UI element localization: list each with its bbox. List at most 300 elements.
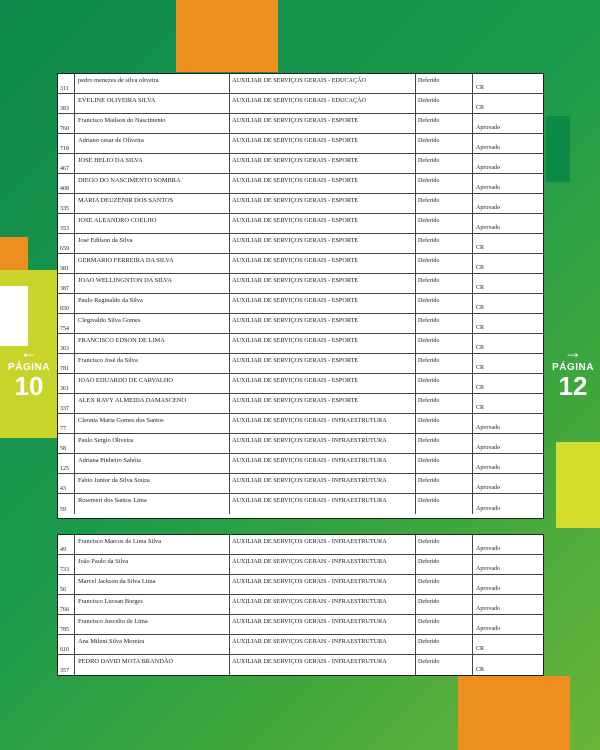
- position-name-cell: [230, 615, 416, 634]
- row-number: 77: [60, 426, 66, 432]
- result-status: CR: [476, 385, 485, 391]
- row-number: 56: [60, 587, 66, 593]
- result-status: CR: [476, 667, 485, 673]
- row-number-cell: [58, 494, 75, 514]
- candidate-name: Fabio Junior da Silva Souza: [78, 477, 150, 484]
- row-number: 760: [60, 126, 69, 132]
- position-name: AUXILIAR DE SERVIÇOS GERAIS - EDUCAÇÃO: [232, 77, 367, 84]
- result-status: CR: [476, 305, 485, 311]
- table-row: [58, 655, 543, 675]
- position-name-cell: [230, 655, 416, 675]
- candidate-name: Paulo Sergio Oliveira: [78, 437, 134, 444]
- position-name-cell: [230, 334, 416, 353]
- row-number-cell: [58, 134, 75, 153]
- row-number: 58: [60, 446, 66, 452]
- candidate-name-cell: [75, 254, 230, 273]
- result-status: CR: [476, 405, 485, 411]
- application-status-cell: [416, 635, 473, 654]
- result-status-cell: [473, 555, 543, 574]
- row-number: 408: [60, 186, 69, 192]
- application-status: Deferido: [418, 78, 440, 84]
- application-status-cell: [416, 555, 473, 574]
- application-status-cell: [416, 575, 473, 594]
- position-name: AUXILIAR DE SERVIÇOS GERAIS - ESPORTE: [232, 257, 359, 264]
- row-number-cell: [58, 94, 75, 113]
- prev-page-number: 10: [14, 371, 44, 401]
- position-name-cell: [230, 494, 416, 514]
- table-row: [58, 635, 543, 655]
- table-row: [58, 434, 543, 454]
- application-status-cell: [416, 314, 473, 333]
- result-status: Aprovado: [476, 425, 500, 431]
- next-page-number: 12: [558, 371, 588, 401]
- application-status: Deferido: [418, 98, 440, 104]
- candidate-name: Francisco Mailson do Nascimento: [78, 117, 166, 124]
- row-number-cell: [58, 214, 75, 233]
- result-status: Aprovado: [476, 586, 500, 592]
- result-status-cell: [473, 454, 543, 473]
- candidate-name-cell: [75, 174, 230, 193]
- row-number: 49: [60, 547, 66, 553]
- table-row: [58, 254, 543, 274]
- position-name-cell: [230, 414, 416, 433]
- result-status-cell: [473, 114, 543, 133]
- application-status: Deferido: [418, 398, 440, 404]
- next-page-label: PÁGINA: [552, 362, 594, 373]
- result-status-cell: [473, 274, 543, 293]
- decor-lime-block-right: [556, 442, 600, 528]
- result-status: Aprovado: [476, 145, 500, 151]
- result-status-cell: [473, 635, 543, 654]
- application-status: Deferido: [418, 559, 440, 565]
- application-status: Deferido: [418, 158, 440, 164]
- result-status-cell: [473, 94, 543, 113]
- position-name: AUXILIAR DE SERVIÇOS GERAIS - INFRAESTRUTURA: [232, 638, 387, 645]
- row-number: 785: [60, 627, 69, 633]
- position-name: AUXILIAR DE SERVIÇOS GERAIS - ESPORTE: [232, 157, 359, 164]
- position-name-cell: [230, 214, 416, 233]
- row-number-cell: [58, 74, 75, 93]
- position-name: AUXILIAR DE SERVIÇOS GERAIS - INFRAESTRUTURA: [232, 618, 387, 625]
- candidate-name-cell: [75, 274, 230, 293]
- row-number-cell: [58, 294, 75, 313]
- application-status: Deferido: [418, 138, 440, 144]
- position-name-cell: [230, 194, 416, 213]
- application-status: Deferido: [418, 258, 440, 264]
- table-row: [58, 114, 543, 134]
- application-status-cell: [416, 154, 473, 173]
- row-number: 59: [60, 507, 66, 513]
- row-number-cell: [58, 194, 75, 213]
- row-number-cell: [58, 535, 75, 554]
- table-row: [58, 294, 543, 314]
- candidate-name: João Paulo da Silva: [78, 558, 129, 565]
- row-number: 357: [60, 668, 69, 674]
- position-name: AUXILIAR DE SERVIÇOS GERAIS - ESPORTE: [232, 277, 359, 284]
- position-name: AUXILIAR DE SERVIÇOS GERAIS - ESPORTE: [232, 337, 359, 344]
- result-status: Aprovado: [476, 205, 500, 211]
- position-name: AUXILIAR DE SERVIÇOS GERAIS - INFRAESTRUTURA: [232, 437, 387, 444]
- table-row: [58, 555, 543, 575]
- table-row: [58, 94, 543, 114]
- candidate-name: Adriana Pinheiro Sabóia: [78, 457, 141, 464]
- result-status-cell: [473, 354, 543, 373]
- application-status-cell: [416, 234, 473, 253]
- table-row: [58, 74, 543, 94]
- result-status-cell: [473, 174, 543, 193]
- position-name-cell: [230, 294, 416, 313]
- application-status-cell: [416, 615, 473, 634]
- candidate-name-cell: [75, 294, 230, 313]
- application-status: Deferido: [418, 278, 440, 284]
- position-name-cell: [230, 555, 416, 574]
- candidate-name: Adriano cesar de Oliveira: [78, 137, 144, 144]
- position-name-cell: [230, 394, 416, 413]
- position-name-cell: [230, 114, 416, 133]
- position-name: AUXILIAR DE SERVIÇOS GERAIS - ESPORTE: [232, 317, 359, 324]
- row-number-cell: [58, 595, 75, 614]
- application-status: Deferido: [418, 659, 440, 665]
- result-status: CR: [476, 105, 485, 111]
- position-name: AUXILIAR DE SERVIÇOS GERAIS - ESPORTE: [232, 197, 359, 204]
- candidate-name-cell: [75, 194, 230, 213]
- row-number: 337: [60, 406, 69, 412]
- candidate-name: Francisco Juscelio de Lima: [78, 618, 148, 625]
- table-row: [58, 575, 543, 595]
- row-number-cell: [58, 354, 75, 373]
- candidate-name-cell: [75, 314, 230, 333]
- row-number: 381: [60, 266, 69, 272]
- result-status-cell: [473, 234, 543, 253]
- application-status: Deferido: [418, 298, 440, 304]
- position-name-cell: [230, 134, 416, 153]
- row-number: 781: [60, 366, 69, 372]
- prev-page-link[interactable]: [4, 344, 54, 399]
- position-name: AUXILIAR DE SERVIÇOS GERAIS - INFRAESTRUTURA: [232, 538, 387, 545]
- application-status: Deferido: [418, 539, 440, 545]
- result-status-cell: [473, 394, 543, 413]
- candidate-name-cell: [75, 555, 230, 574]
- candidate-name: JOAO WELLINGNTON DA SILVA: [78, 277, 173, 284]
- application-status: Deferido: [418, 218, 440, 224]
- prev-page-label: PÁGINA: [8, 362, 50, 373]
- result-status: Aprovado: [476, 225, 500, 231]
- position-name: AUXILIAR DE SERVIÇOS GERAIS - INFRAESTRUTURA: [232, 477, 387, 484]
- candidate-name-cell: [75, 334, 230, 353]
- row-number-cell: [58, 454, 75, 473]
- table-row: [58, 334, 543, 354]
- row-number: 467: [60, 166, 69, 172]
- application-status-cell: [416, 334, 473, 353]
- application-status: Deferido: [418, 579, 440, 585]
- candidate-name-cell: [75, 575, 230, 594]
- candidate-name: DIEGO DO NASCIMENTO SOMBRA: [78, 177, 181, 184]
- table-row: [58, 134, 543, 154]
- row-number: 125: [60, 466, 69, 472]
- candidate-name: Rosemeri dos Santos Lima: [78, 497, 147, 504]
- application-status-cell: [416, 114, 473, 133]
- application-status: Deferido: [418, 498, 440, 504]
- candidate-name-cell: [75, 434, 230, 453]
- decor-orange-block-top: [176, 0, 278, 72]
- application-status-cell: [416, 655, 473, 675]
- table-row: [58, 535, 543, 555]
- application-status: Deferido: [418, 338, 440, 344]
- table-row: [58, 414, 543, 434]
- candidate-name: Francisco Marcos de Lima Silva: [78, 538, 162, 545]
- row-number-cell: [58, 174, 75, 193]
- application-status-cell: [416, 434, 473, 453]
- row-number: 311: [60, 86, 69, 92]
- table-row: [58, 234, 543, 254]
- application-status: Deferido: [418, 238, 440, 244]
- result-status-cell: [473, 575, 543, 594]
- table-row: [58, 354, 543, 374]
- row-number: 361: [60, 386, 69, 392]
- position-name-cell: [230, 535, 416, 554]
- table-row: [58, 174, 543, 194]
- result-status-cell: [473, 595, 543, 614]
- position-name: AUXILIAR DE SERVIÇOS GERAIS - ESPORTE: [232, 297, 359, 304]
- table-row: [58, 154, 543, 174]
- application-status-cell: [416, 394, 473, 413]
- position-name: AUXILIAR DE SERVIÇOS GERAIS - ESPORTE: [232, 137, 359, 144]
- position-name-cell: [230, 575, 416, 594]
- result-status-cell: [473, 254, 543, 273]
- result-status: CR: [476, 345, 485, 351]
- result-status: Aprovado: [476, 125, 500, 131]
- application-status-cell: [416, 94, 473, 113]
- row-number-cell: [58, 575, 75, 594]
- position-name: AUXILIAR DE SERVIÇOS GERAIS - ESPORTE: [232, 357, 359, 364]
- position-name-cell: [230, 314, 416, 333]
- position-name: AUXILIAR DE SERVIÇOS GERAIS - INFRAESTRUTURA: [232, 417, 387, 424]
- result-status: Aprovado: [476, 445, 500, 451]
- results-table-1: [57, 73, 544, 519]
- result-status-cell: [473, 74, 543, 93]
- candidate-name-cell: [75, 635, 230, 654]
- application-status: Deferido: [418, 639, 440, 645]
- result-status-cell: [473, 494, 543, 514]
- application-status-cell: [416, 74, 473, 93]
- candidate-name: Ana Mileni Silva Moreira: [78, 638, 145, 645]
- position-name-cell: [230, 635, 416, 654]
- decor-orange-block-bottom: [458, 676, 570, 750]
- application-status-cell: [416, 535, 473, 554]
- result-status: CR: [476, 646, 485, 652]
- position-name-cell: [230, 174, 416, 193]
- application-status: Deferido: [418, 198, 440, 204]
- result-status: CR: [476, 325, 485, 331]
- row-number: 733: [60, 567, 69, 573]
- decor-white-block-left: [0, 286, 28, 346]
- position-name-cell: [230, 274, 416, 293]
- candidate-name-cell: [75, 595, 230, 614]
- candidate-name: FRANCISCO EDSON DE LIMA: [78, 337, 165, 344]
- application-status-cell: [416, 174, 473, 193]
- row-number-cell: [58, 154, 75, 173]
- table-row: [58, 615, 543, 635]
- application-status: Deferido: [418, 438, 440, 444]
- position-name-cell: [230, 94, 416, 113]
- application-status-cell: [416, 274, 473, 293]
- result-status-cell: [473, 474, 543, 493]
- candidate-name: GERMARIO FERREIRA DA SILVA: [78, 257, 174, 264]
- table-row: [58, 314, 543, 334]
- result-status: Aprovado: [476, 626, 500, 632]
- position-name: AUXILIAR DE SERVIÇOS GERAIS - INFRAESTRUTURA: [232, 658, 387, 665]
- candidate-name: Clegivaldo Silva Gomes: [78, 317, 141, 324]
- application-status-cell: [416, 595, 473, 614]
- application-status-cell: [416, 294, 473, 313]
- result-status-cell: [473, 434, 543, 453]
- row-number-cell: [58, 414, 75, 433]
- row-number: 363: [60, 346, 69, 352]
- candidate-name-cell: [75, 214, 230, 233]
- result-status-cell: [473, 134, 543, 153]
- position-name-cell: [230, 154, 416, 173]
- result-status: Aprovado: [476, 485, 500, 491]
- row-number-cell: [58, 234, 75, 253]
- row-number: 387: [60, 286, 69, 292]
- row-number: 353: [60, 226, 69, 232]
- position-name: AUXILIAR DE SERVIÇOS GERAIS - EDUCAÇÃO: [232, 97, 367, 104]
- result-status: CR: [476, 265, 485, 271]
- row-number: 754: [60, 326, 69, 332]
- position-name: AUXILIAR DE SERVIÇOS GERAIS - ESPORTE: [232, 377, 359, 384]
- application-status: Deferido: [418, 378, 440, 384]
- result-status: CR: [476, 245, 485, 251]
- candidate-name-cell: [75, 454, 230, 473]
- application-status: Deferido: [418, 478, 440, 484]
- result-status-cell: [473, 314, 543, 333]
- candidate-name-cell: [75, 134, 230, 153]
- candidate-name: ALEX RAVY ALMEIDA DAMASCENO: [78, 397, 187, 404]
- candidate-name: Francisco Lucean Borges: [78, 598, 143, 605]
- row-number-cell: [58, 374, 75, 393]
- application-status: Deferido: [418, 418, 440, 424]
- arrow-left-icon: ←: [20, 342, 38, 362]
- table-row: [58, 274, 543, 294]
- row-number-cell: [58, 254, 75, 273]
- row-number-cell: [58, 555, 75, 574]
- candidate-name: Marcel Jackson da Silva Lima: [78, 578, 156, 585]
- application-status: Deferido: [418, 599, 440, 605]
- next-page-link[interactable]: [548, 344, 598, 399]
- position-name-cell: [230, 454, 416, 473]
- result-status: Aprovado: [476, 165, 500, 171]
- position-name-cell: [230, 434, 416, 453]
- result-status-cell: [473, 535, 543, 554]
- row-number-cell: [58, 655, 75, 675]
- result-status: CR: [476, 85, 485, 91]
- result-status-cell: [473, 374, 543, 393]
- result-status: Aprovado: [476, 546, 500, 552]
- candidate-name-cell: [75, 394, 230, 413]
- application-status-cell: [416, 494, 473, 514]
- candidate-name-cell: [75, 615, 230, 634]
- result-status: Aprovado: [476, 506, 500, 512]
- row-number: 383: [60, 106, 69, 112]
- application-status-cell: [416, 254, 473, 273]
- row-number-cell: [58, 615, 75, 634]
- row-number: 766: [60, 607, 69, 613]
- result-status: CR: [476, 365, 485, 371]
- row-number: 659: [60, 246, 69, 252]
- table-row: [58, 494, 543, 514]
- result-status: Aprovado: [476, 606, 500, 612]
- row-number-cell: [58, 314, 75, 333]
- result-status: Aprovado: [476, 185, 500, 191]
- application-status-cell: [416, 194, 473, 213]
- position-name: AUXILIAR DE SERVIÇOS GERAIS - INFRAESTRUTURA: [232, 598, 387, 605]
- candidate-name-cell: [75, 74, 230, 93]
- application-status-cell: [416, 474, 473, 493]
- candidate-name-cell: [75, 234, 230, 253]
- candidate-name-cell: [75, 474, 230, 493]
- position-name: AUXILIAR DE SERVIÇOS GERAIS - ESPORTE: [232, 117, 359, 124]
- row-number: 43: [60, 486, 66, 492]
- position-name-cell: [230, 354, 416, 373]
- candidate-name: Cleonia Maria Gomes dos Santos: [78, 417, 164, 424]
- candidate-name: pedro menezes de silva oliveira: [78, 77, 159, 84]
- candidate-name-cell: [75, 94, 230, 113]
- position-name: AUXILIAR DE SERVIÇOS GERAIS - ESPORTE: [232, 237, 359, 244]
- result-status-cell: [473, 294, 543, 313]
- result-status: Aprovado: [476, 566, 500, 572]
- application-status: Deferido: [418, 458, 440, 464]
- application-status-cell: [416, 354, 473, 373]
- application-status: Deferido: [418, 358, 440, 364]
- position-name-cell: [230, 74, 416, 93]
- row-number: 650: [60, 306, 69, 312]
- position-name: AUXILIAR DE SERVIÇOS GERAIS - ESPORTE: [232, 397, 359, 404]
- result-status-cell: [473, 214, 543, 233]
- arrow-right-icon: →: [564, 342, 582, 362]
- results-table-2: [57, 534, 544, 676]
- row-number: 335: [60, 206, 69, 212]
- application-status-cell: [416, 414, 473, 433]
- table-row: [58, 194, 543, 214]
- candidate-name-cell: [75, 535, 230, 554]
- result-status-cell: [473, 154, 543, 173]
- candidate-name: PEDRO DAVID MOTA BRANDÃO: [78, 658, 174, 665]
- candidate-name-cell: [75, 374, 230, 393]
- row-number-cell: [58, 474, 75, 493]
- table-row: [58, 474, 543, 494]
- result-status-cell: [473, 194, 543, 213]
- table-row: [58, 214, 543, 234]
- application-status-cell: [416, 214, 473, 233]
- position-name-cell: [230, 474, 416, 493]
- candidate-name-cell: [75, 114, 230, 133]
- application-status: Deferido: [418, 118, 440, 124]
- candidate-name: Francisco José da Silva: [78, 357, 138, 364]
- row-number: 610: [60, 647, 69, 653]
- result-status-cell: [473, 414, 543, 433]
- application-status-cell: [416, 454, 473, 473]
- position-name: AUXILIAR DE SERVIÇOS GERAIS - INFRAESTRUTURA: [232, 558, 387, 565]
- position-name-cell: [230, 254, 416, 273]
- application-status: Deferido: [418, 318, 440, 324]
- candidate-name: José Edilson da Silva: [78, 237, 133, 244]
- application-status-cell: [416, 134, 473, 153]
- result-status: CR: [476, 285, 485, 291]
- candidate-name: Paulo Reginaldo da Silva: [78, 297, 143, 304]
- position-name: AUXILIAR DE SERVIÇOS GERAIS - INFRAESTRUTURA: [232, 497, 387, 504]
- position-name: AUXILIAR DE SERVIÇOS GERAIS - ESPORTE: [232, 217, 359, 224]
- table-row: [58, 454, 543, 474]
